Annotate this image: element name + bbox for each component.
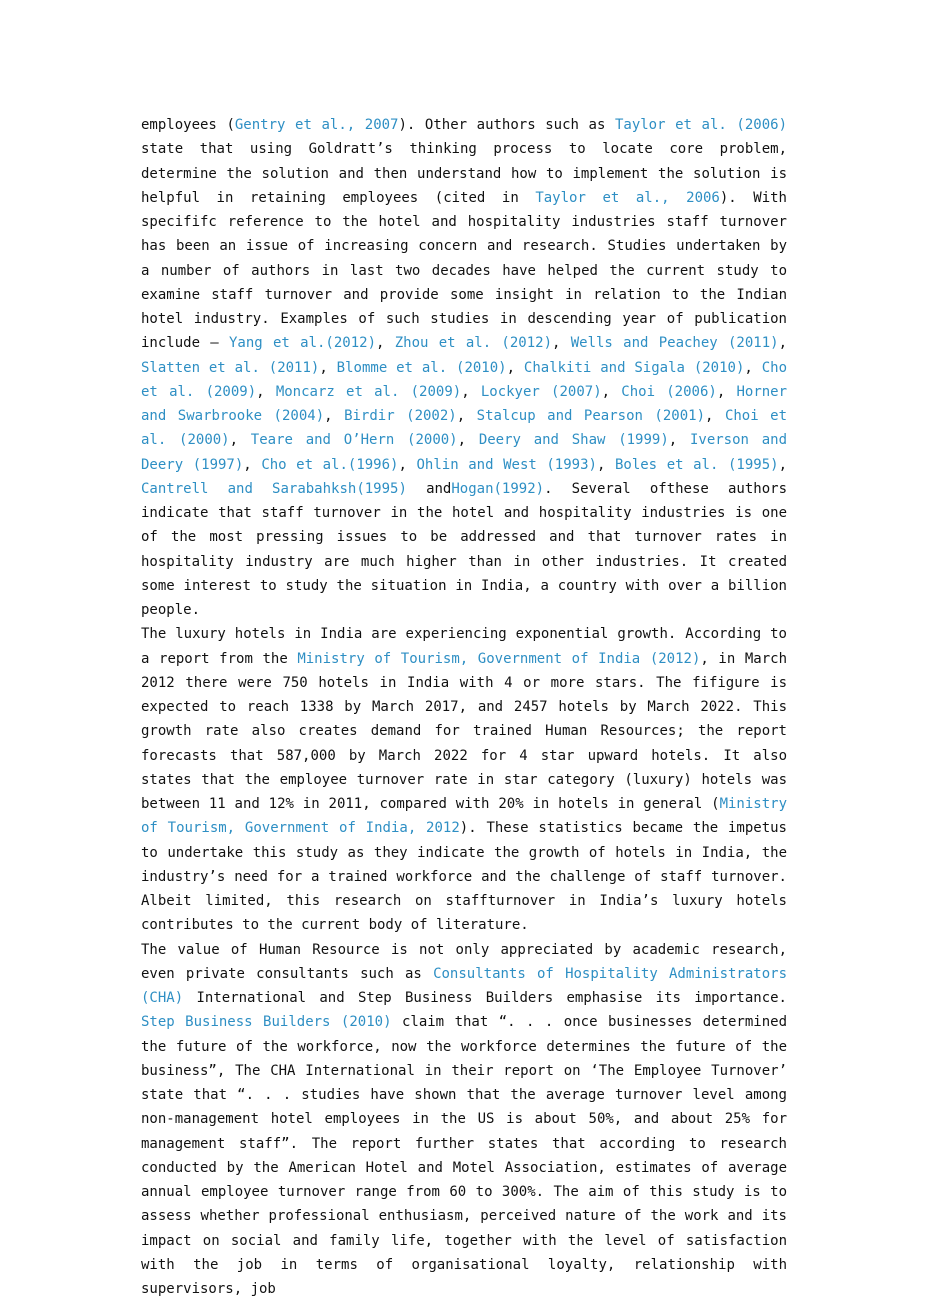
citation-link[interactable]: Wells and Peachey (2011) <box>570 335 779 352</box>
body-text: claim that “. . . once businesses determined the future of the workforce, now the workforce determines the future of the business”, The CHA International in their report on ‘The Employee Turnover’ state that “. . . studies have shown that the average turnover level among non-management hotel employees in the US is about 50%, and about 25% for management staff”. The report further states that according to research conducted by the American Hotel and Motel Association, estimates of average annual employee turnover range from 60 to 300%. The aim of this study is to assess whether professional enthusiasm, perceived nature of the work and its impact on social and family life, together with the level of satisfaction with the job in terms of organisational loyalty, relationship with supervisors, job <box>141 1014 788 1297</box>
paragraph-turnover-literature <box>141 113 787 622</box>
body-text: The value of Human Resource is not only appreciated by academic research, even private consultants such as <box>141 941 787 982</box>
body-text: , <box>744 359 762 376</box>
citation-link[interactable]: Boles et al. (1995) <box>614 456 779 473</box>
page-body <box>141 113 787 1301</box>
body-text: , <box>456 408 477 424</box>
citation-link[interactable]: Iverson and Deery (1997) <box>141 432 788 473</box>
body-text: , <box>461 383 481 400</box>
citation-link[interactable]: Horner and Swarbrooke (2004) <box>141 383 788 424</box>
body-text: , <box>324 408 345 424</box>
citation-link[interactable]: Moncarz et al. (2009) <box>275 383 462 400</box>
citation-link[interactable]: Step Business Builders (2010) <box>141 1014 392 1031</box>
body-text: , <box>705 408 725 424</box>
citation-link[interactable]: Blomme et al. (2010) <box>336 359 507 376</box>
citation-link[interactable]: Taylor et al., 2006 <box>535 189 720 206</box>
citation-link[interactable]: Teare and O’Hern (2000) <box>250 432 458 449</box>
body-text: , <box>457 432 479 449</box>
citation-link[interactable]: Chalkiti and Sigala (2010) <box>523 359 745 376</box>
citation-link[interactable]: Ministry of Tourism, Government of India, 2012 <box>141 796 787 837</box>
body-text: , <box>319 359 337 376</box>
citation-link[interactable]: Hogan(1992) <box>451 480 545 497</box>
citation-link[interactable]: Cho et al. (2009) <box>141 359 788 400</box>
citation-link[interactable]: Slatten et al. (2011) <box>141 359 320 376</box>
citation-link[interactable]: Cho et al.(1996) <box>261 456 399 473</box>
body-text: , <box>229 432 251 449</box>
citation-link[interactable]: Choi et al. (2000) <box>141 408 788 449</box>
body-text: , <box>716 383 737 400</box>
body-text: . Several ofthese authors indicate that staff turnover in the hotel and hospitality industries is one of the most pressing issues to be addressed and that turnover rates in hospitality industry are much higher than in other industries. It created some interest to study the situation in India, a country with over a billion people. <box>141 480 787 618</box>
body-text: , <box>376 335 395 352</box>
citation-link[interactable]: Yang et al.(2012) <box>229 335 376 352</box>
citation-link[interactable]: Ohlin and West (1993) <box>416 456 597 473</box>
body-text: , <box>778 335 788 352</box>
citation-link[interactable]: Ministry of Tourism, Government of India (2012) <box>297 650 701 667</box>
paragraph-luxury-hotels-india <box>141 622 787 937</box>
body-text: , <box>256 383 276 400</box>
citation-link[interactable]: Cantrell and Sarabahksh(1995) <box>141 480 407 497</box>
citation-link[interactable]: Choi (2006) <box>621 383 717 400</box>
body-text: , <box>506 359 524 376</box>
citation-link[interactable]: Consultants of Hospitality Administrators (CHA) <box>141 965 788 1006</box>
citation-link[interactable]: Stalcup and Pearson (2001) <box>476 408 705 424</box>
body-text: , <box>668 432 690 449</box>
paragraph-human-resource-value <box>141 938 787 1302</box>
citation-link[interactable]: Deery and Shaw (1999) <box>478 432 669 449</box>
body-text: , <box>398 456 417 473</box>
body-text: , <box>778 456 788 473</box>
body-text: ). Other authors such as <box>398 117 615 133</box>
body-text: state that using Goldratt’s thinking process to locate core problem, determine the solution and then understand how to implement the solution is helpful in retaining employees (cited in <box>141 141 787 206</box>
body-text: ). With specififc reference to the hotel and hospitality industries staff turnover has been an issue of increasing concern and research. Studies undertaken by a number of authors in last two decades have helped the current study to examine staff turnover and provide some insight in relation to the Indian hotel industry. Examples of such studies in descending year of publication include – <box>141 189 787 352</box>
body-text: , <box>243 456 262 473</box>
body-text: , in March 2012 there were 750 hotels in India with 4 or more stars. The fifigure is expected to reach 1338 by March 2017, and 2457 hotels by March 2022. This growth rate also creates demand for trained Human Resources; the report forecasts that 587,000 by March 2022 for 4 star upward hotels. It also states that the employee turnover rate in star category (luxury) hotels was between 11 and 12% in 2011, compared with 20% in hotels in general ( <box>141 650 787 812</box>
citation-link[interactable]: Birdir (2002) <box>344 408 457 424</box>
body-text: , <box>552 335 571 352</box>
citation-link[interactable]: Taylor et al. (2006) <box>614 117 787 133</box>
citation-link[interactable]: Gentry et al., 2007 <box>234 117 399 133</box>
citation-link[interactable]: Zhou et al. (2012) <box>394 335 552 352</box>
citation-link[interactable]: Lockyer (2007) <box>480 383 602 400</box>
body-text: The luxury hotels in India are experiencing exponential growth. According to a report from the <box>141 626 787 667</box>
body-text: International and Step Business Builders emphasise its importance. <box>183 990 787 1006</box>
body-text: ). These statistics became the impetus to undertake this study as they indicate the growth of hotels in India, the industry’s need for a trained workforce and the challenge of staff turnover. Albeit limited, this research on staffturnover in India’s luxury hotels contributes to the current body of literature. <box>141 820 787 934</box>
body-text: , <box>601 383 622 400</box>
body-text: , <box>596 456 615 473</box>
body-text: employees ( <box>141 117 235 133</box>
body-text: and <box>406 480 452 497</box>
